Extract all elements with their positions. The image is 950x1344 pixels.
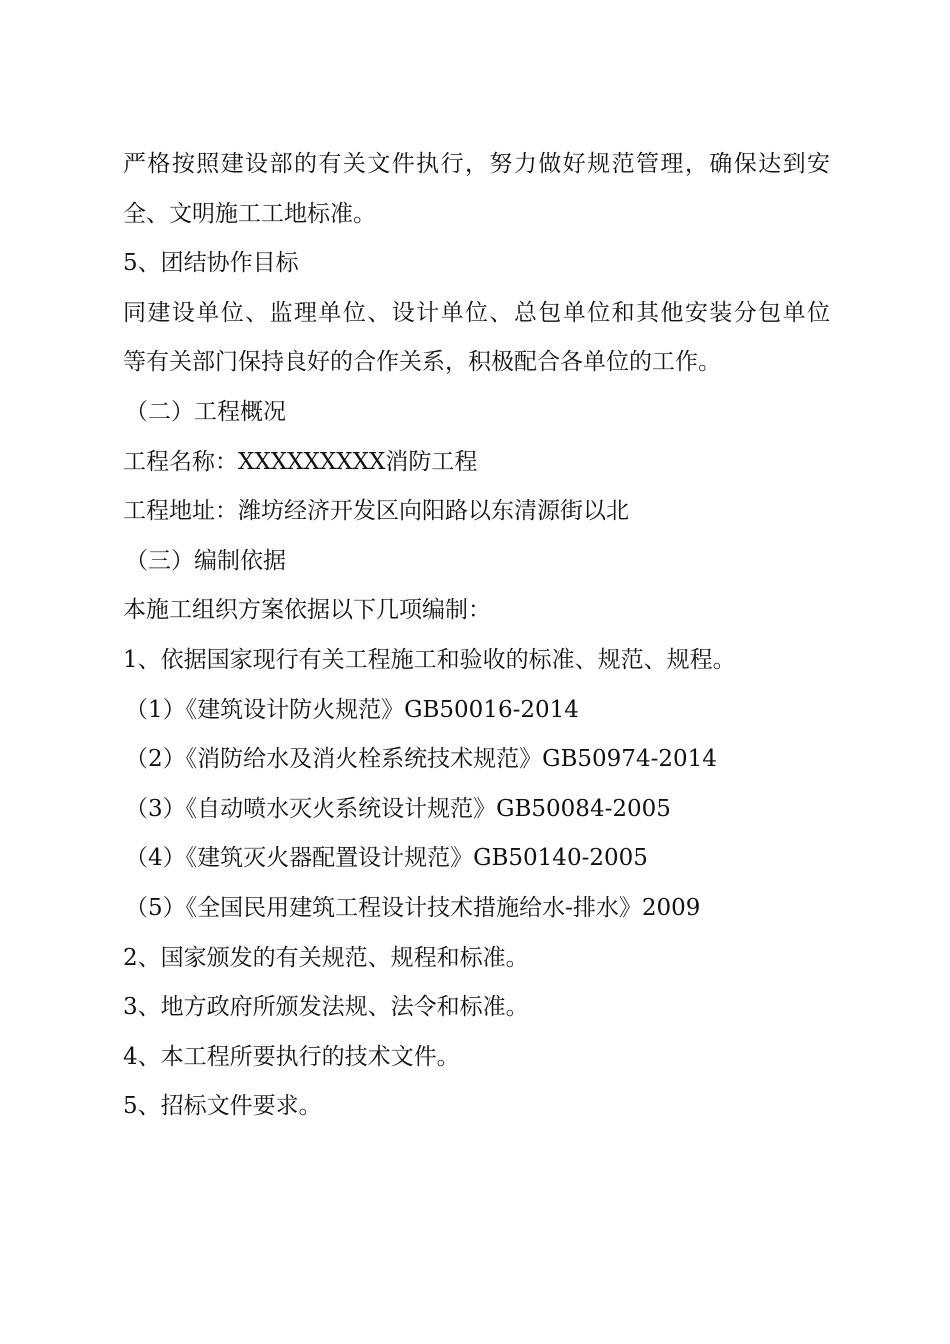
paragraph-line-3: 同建设单位、监理单位、设计单位、总包单位和其他安装分包单位 [123, 300, 830, 326]
standard-item-2: （2）《消防给水及消火栓系统技术规范》GB50974-2014 [125, 746, 717, 772]
basis-item-3: 3、地方政府所颁发法规、法令和标准。 [123, 994, 529, 1020]
basis-item-2: 2、国家颁发的有关规范、规程和标准。 [123, 945, 529, 971]
paragraph-line-4: 等有关部门保持良好的合作关系，积极配合各单位的工作。 [123, 349, 721, 375]
basis-item-5: 5、招标文件要求。 [123, 1093, 322, 1119]
standard-item-1: （1）《建筑设计防火规范》GB50016-2014 [125, 697, 579, 723]
project-name: 工程名称：XXXXXXXXX消防工程 [123, 449, 478, 475]
section-heading-overview: （二）工程概况 [125, 399, 286, 425]
standard-item-5: （5）《全国民用建筑工程设计技术措施给水-排水》2009 [125, 895, 701, 921]
paragraph-line-2: 全、文明施工工地标准。 [123, 201, 376, 227]
basis-item-1: 1、依据国家现行有关工程施工和验收的标准、规范、规程。 [123, 647, 736, 673]
basis-item-4: 4、本工程所要执行的技术文件。 [123, 1044, 460, 1070]
project-address: 工程地址：潍坊经济开发区向阳路以东清源街以北 [123, 498, 629, 524]
basis-intro: 本施工组织方案依据以下几项编制： [123, 597, 491, 623]
section-heading-teamwork: 5、团结协作目标 [123, 250, 299, 276]
section-heading-basis: （三）编制依据 [125, 548, 286, 574]
paragraph-line-1: 严格按照建设部的有关文件执行，努力做好规范管理，确保达到安 [123, 151, 830, 177]
standard-item-4: （4）《建筑灭火器配置设计规范》GB50140-2005 [125, 845, 648, 871]
standard-item-3: （3）《自动喷水灭火系统设计规范》GB50084-2005 [125, 796, 671, 822]
